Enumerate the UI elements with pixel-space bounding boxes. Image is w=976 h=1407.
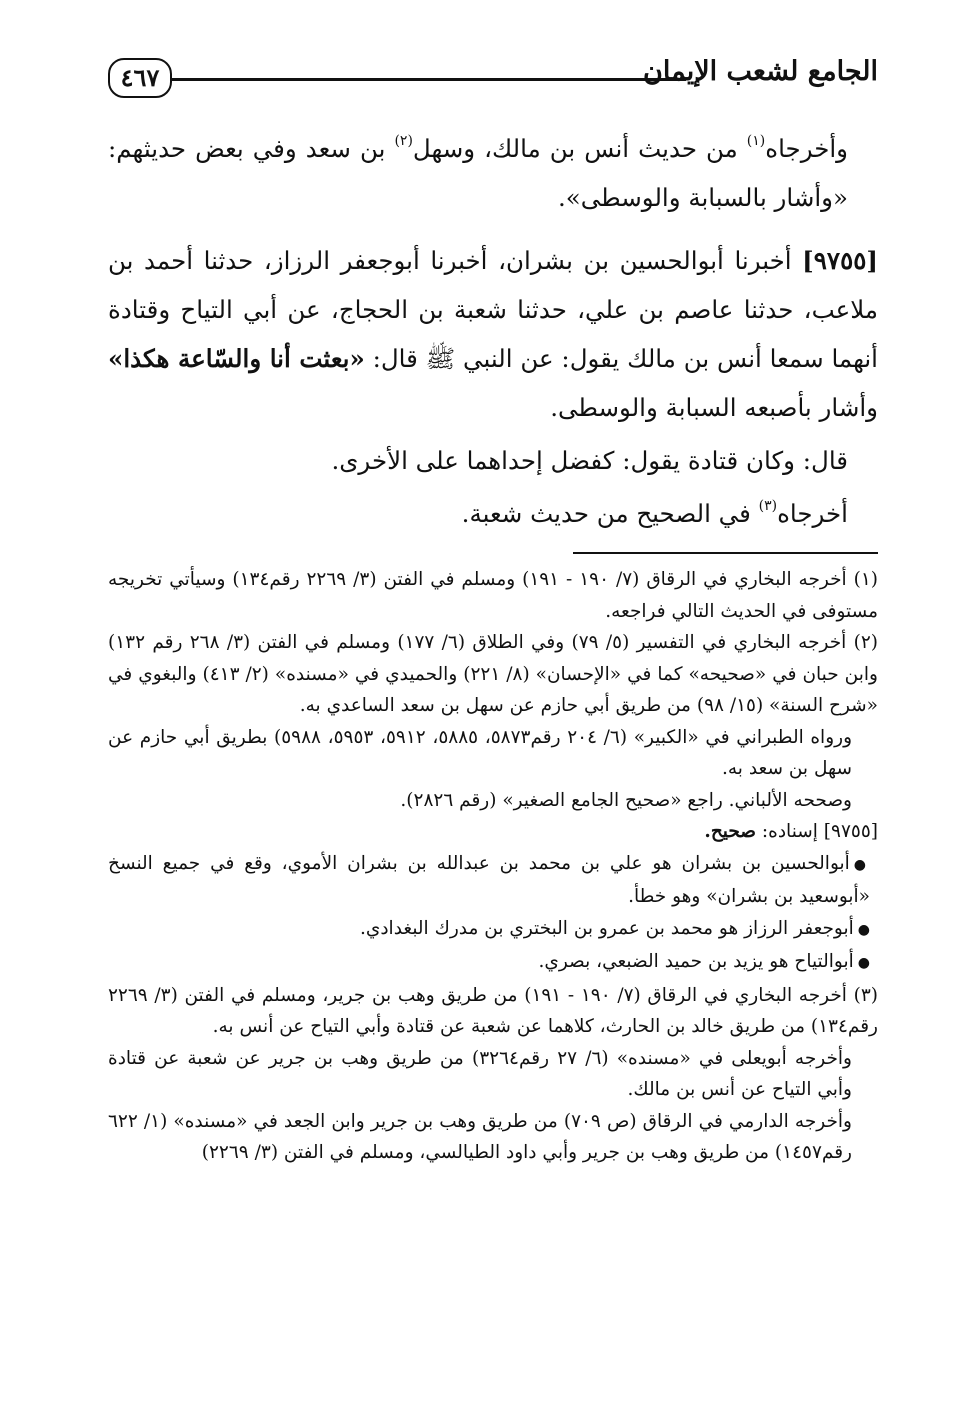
footnote-3-abuyala: وأخرجه أبويعلى في «مسنده» (٦/ ٢٧ رقم٣٢٦٤) من طريق وهب بن جرير عن شعبة عن قتادة وأبي التياح عن أنس بن مالك. xyxy=(108,1047,852,1100)
bullet-text: أبوالحسين بن بشران هو علي بن محمد بن عبدالله بن بشران الأموي، وقع في جميع النسخ «أبوسعيد بن بشران» وهو خطأ. xyxy=(108,852,870,907)
text-run: وأخرجاه xyxy=(765,134,848,163)
hadith-matn: «بعثت أنا والسّاعة هكذا» xyxy=(108,344,365,373)
paragraph-takhrij-intro xyxy=(108,124,878,222)
footnote-separator xyxy=(573,552,878,554)
footnote-1: (١) أخرجه البخاري في الرقاق (٧/ ١٩٠ - ١٩١) ومسلم في الفتن (٣/ ٢٢٦٩ رقم١٣٤) وسيأتي تخريجه مستوفى في الحديث التالي فراجعه. xyxy=(108,569,878,622)
bullet-text: أبوالتياح هو يزيد بن حميد الضبعي، بصري. xyxy=(538,951,854,972)
footnote-2-tabarani: ورواه الطبراني في «الكبير» (٦/ ٢٠٤ رقم٥٨٧٣، ٥٨٨٥، ٥٩١٢، ٥٩٥٣، ٥٩٨٨) بطريق أبي حازم عن سهل بن سعد به. xyxy=(108,726,852,779)
footnote-ref-3[interactable]: (٣) xyxy=(758,498,778,514)
footnote-3: (٣) أخرجه البخاري في الرقاق (٧/ ١٩٠ - ١٩١) من طريق وهب بن جرير، ومسلم في الفتن (٣/ ٢٢٦٩ رقم١٣٤) من طريق خالد بن الحارث، كلاهما عن شعبة عن قتادة وأبي التياح عن أنس به. xyxy=(108,984,878,1037)
isnad-label: [٩٧٥٥] إسناده: xyxy=(756,821,878,842)
isnad-grade: صحيح. xyxy=(704,821,757,842)
footnote-2-albani: وصححه الألباني. راجع «صحيح الجامع الصغير» (رقم ٢٨٢٦). xyxy=(400,789,852,811)
bullet-icon: ● xyxy=(853,856,870,873)
footnote-ref-1[interactable]: (١) xyxy=(746,133,766,149)
footnote-ref-2[interactable]: (٢) xyxy=(394,133,413,149)
page-number: ٤٦٧ xyxy=(108,58,172,98)
footnote-3-darimi: وأخرجه الدارمي في الرقاق (ص ٧٠٩) من طريق وهب بن جرير وابن الجعد في «مسنده» (١/ ٦٢٢ رقم١٤٥٧) من طريق وهب بن جرير وأبي داود الطيالسي، ومسلم في الفتن (٣/ ٢٢٦٩) xyxy=(108,1110,852,1163)
isnad-note xyxy=(108,816,878,848)
bullet-icon: ● xyxy=(857,921,870,938)
text-run: وأشار بأصبعه السبابة والوسطى. xyxy=(550,393,878,422)
header-rule xyxy=(172,78,686,81)
text-run: بن سعد وفي بعض حديثهم: «وأشار بالسبابة والوسطى». xyxy=(108,134,848,212)
footnote-2: (٢) أخرجه البخاري في التفسير (٥/ ٧٩) وفي الطلاق (٦/ ١٧٧) ومسلم في الفتن (٣/ ٢٦٨ رقم ١٣٢) وابن حبان في «صحيحه» كما في «الإحسان» (٨/ ٢٢١) والحميدي في «مسنده» (٢/ ٤١٣) والبغوي في «شرح السنة» (١٥/ ٩٨) من طريق أبي حازم عن سهل بن سعد الساعدي به. xyxy=(108,632,878,716)
paragraph-takhrij xyxy=(108,489,878,538)
book-page xyxy=(108,52,878,1352)
hadith-isnad: أخبرنا أبوالحسين بن بشران، أخبرنا أبوجعفر الرزاز، حدثنا أحمد بن ملاعب، حدثنا عاصم بن علي، حدثنا شعبة بن الحجاج، عن أبي التياح وقتادة أنهما سمعا أنس بن مالك يقول: عن النبي ﷺ قال: xyxy=(108,246,878,373)
text-run: في الصحيح من حديث شعبة. xyxy=(461,499,759,528)
hadith-number: [٩٧٥٥] xyxy=(802,246,878,275)
main-text xyxy=(108,124,878,538)
page-header xyxy=(108,52,878,108)
footnotes xyxy=(108,564,878,1169)
isnad-bullet-1 xyxy=(108,848,878,913)
text-run: من حديث أنس بن مالك، وسهل xyxy=(412,134,747,163)
bullet-icon: ● xyxy=(857,955,870,971)
bullet-text: أبوجعفر الرزاز هو محمد بن عمرو بن البختري بن مدرك البغدادي. xyxy=(359,917,854,939)
isnad-bullet-3 xyxy=(108,946,878,980)
isnad-bullet-2 xyxy=(108,913,878,947)
paragraph-qatada: قال: وكان قتادة يقول: كفضل إحداهما على الأخرى. xyxy=(331,446,848,475)
hadith-paragraph xyxy=(108,236,878,432)
running-title: الجامع لشعب الإيمان xyxy=(643,56,878,87)
text-run: أخرجاه xyxy=(777,499,848,528)
